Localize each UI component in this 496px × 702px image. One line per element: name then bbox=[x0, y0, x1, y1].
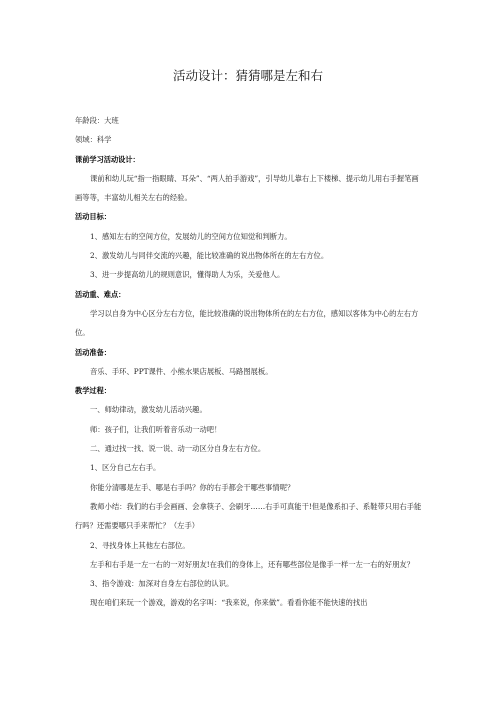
prelearning-paragraph: 课前和幼儿玩“指一指眼睛、耳朵”、“两人拍手游戏”，引导幼儿靠右上下楼梯、提示幼儿用右手握笔画画等等，丰富幼儿相关左右的经验。 bbox=[75, 173, 419, 203]
section-heading-goals: 活动目标： bbox=[75, 212, 111, 222]
process-paragraph: 左手和右手是一左一右的一对好朋友!在我们的身体上，还有哪些部位是像手一样一左一右的好朋友？ bbox=[90, 559, 414, 569]
document-title: 活动设计：猜猜哪是左和右 bbox=[172, 68, 323, 83]
process-step: 你能分清哪是左手、哪是右手吗？你的右手都会干哪些事情呢？ bbox=[90, 482, 295, 492]
document-body bbox=[75, 111, 425, 613]
process-step: 师：孩子们，让我们听着音乐动一动吧！ bbox=[90, 424, 222, 434]
goal-item: 3、进一步提高幼儿的规则意识，懂得助人为乐，关爱他人。 bbox=[90, 270, 285, 280]
goal-item: 2、激发幼儿与同伴交流的兴趣，能比较准确的说出物体所在的左右方位。 bbox=[90, 251, 329, 261]
section-heading-keypoints: 活动重、难点： bbox=[75, 289, 126, 299]
process-step: 一、师幼律动，激发幼儿活动兴趣。 bbox=[90, 405, 207, 415]
process-step: 2、寻找身体上其他左右部位。 bbox=[90, 540, 190, 550]
age-line: 年龄段：大班 bbox=[75, 116, 119, 125]
domain-line: 领域：科学 bbox=[75, 135, 112, 145]
process-step: 3、指令游戏：加深对自身左右部位的认识。 bbox=[90, 579, 234, 589]
section-heading-prelearning: 课前学习活动设计： bbox=[75, 154, 140, 164]
process-step: 二、通过找一找、说一说、动一动区分自身左右方位。 bbox=[90, 444, 266, 454]
keypoints-paragraph: 学习以自身为中心区分左右方位，能比较准确的说出物体所在的左右方位，感知以客体为中心的左右方位。 bbox=[75, 308, 419, 338]
section-heading-preparation: 活动准备： bbox=[75, 347, 111, 357]
process-paragraph: 教师小结：我们的右手会画画、会拿筷子、会刷牙……右手可真能干!但是像系扣子、系鞋带只用右手能行吗？还需要哪只手来帮忙？（左手） bbox=[75, 501, 422, 531]
process-step: 现在咱们来玩一个游戏，游戏的名字叫：“我来说，你来做”。看看你能不能快速的找出 bbox=[90, 598, 368, 608]
preparation-text: 音乐、手环、PPT课件、小熊水果店展板、马路图展板。 bbox=[90, 366, 273, 376]
section-heading-process: 教学过程： bbox=[75, 386, 111, 396]
goal-item: 1、感知左右的空间方位，发展幼儿的空间方位知觉和判断力。 bbox=[90, 231, 292, 241]
process-step: 1、区分自己左右手。 bbox=[90, 463, 161, 473]
